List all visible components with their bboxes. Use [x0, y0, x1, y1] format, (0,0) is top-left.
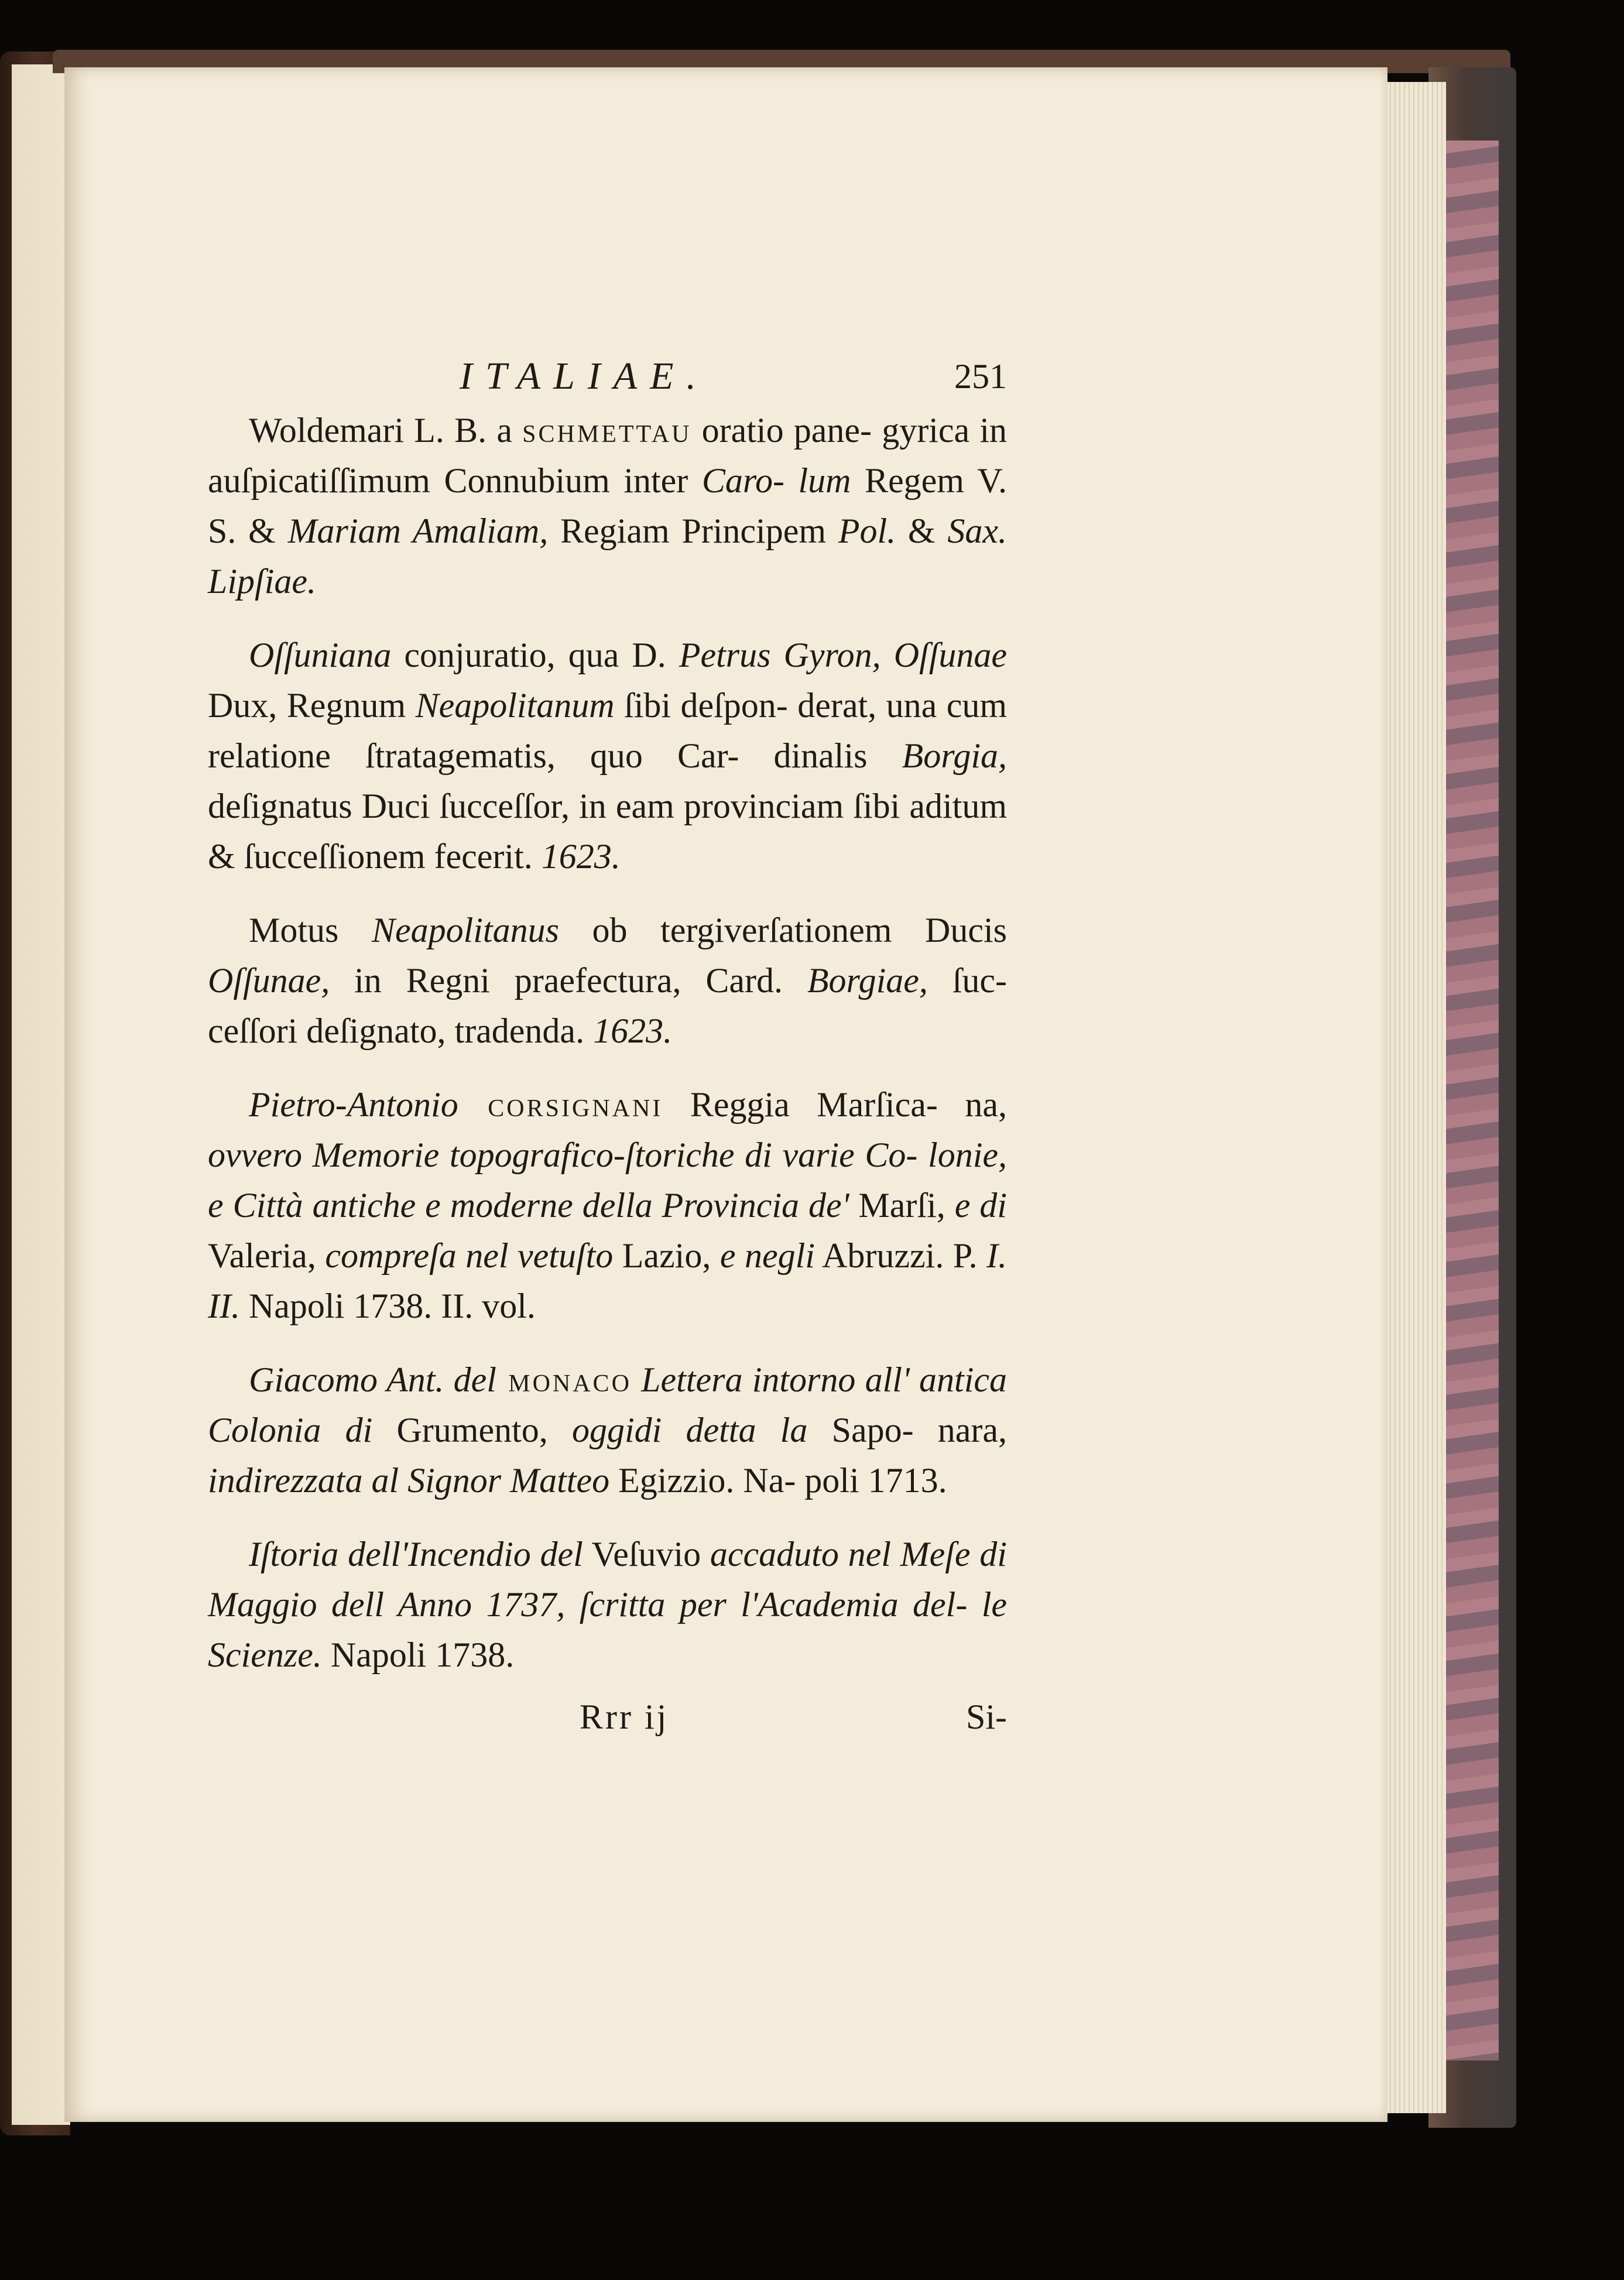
entry-text: Lazio,: [613, 1236, 720, 1275]
entry-text: Valeria,: [208, 1236, 326, 1275]
signature-mark: Rrr ij: [580, 1698, 669, 1736]
italic-text: Lettera intorno all' antica Colonia di: [208, 1360, 1008, 1449]
italic-text: Sax. Lipſiae.: [208, 512, 1007, 601]
entry-text: ob tergiverſationem Ducis: [559, 911, 1007, 949]
italic-text: 1623.: [541, 837, 621, 876]
entry-text: ſibi deſpon- derat, una cum relatione ſtratagematis, quo Car- dinalis: [208, 686, 1008, 775]
italic-text: Borgiae,: [807, 961, 928, 1000]
entry-text: Reggia Marſica- na,: [663, 1085, 1008, 1124]
italic-text: oggidi detta la: [571, 1411, 808, 1449]
catchword: Si-: [965, 1698, 1007, 1736]
bibliography-entries: [208, 405, 1007, 1680]
bibliography-entry: [208, 630, 1007, 882]
bibliography-entry: [208, 905, 1007, 1056]
entry-text: Napoli 1738. II. vol.: [239, 1287, 536, 1325]
entry-text: Regem V. S. &: [208, 461, 1008, 550]
entry-text: Sapo- nara,: [807, 1411, 1008, 1449]
italic-text: 1623.: [593, 1012, 673, 1050]
small-caps-name: monaco: [496, 1360, 632, 1399]
italic-text: e negli: [720, 1236, 815, 1275]
italic-text: Oſſunae,: [208, 961, 330, 1000]
marbled-page-edge: [1446, 140, 1499, 2060]
bibliography-entry: [208, 1079, 1007, 1331]
entry-text: Napoli 1738.: [321, 1636, 515, 1674]
small-caps-name: schmettau: [522, 411, 692, 450]
page-number: 251: [954, 357, 1007, 396]
entry-text: ſuc- ceſſori deſignato, tradenda.: [208, 961, 1008, 1050]
italic-text: Oſſuniana: [249, 636, 392, 674]
italic-text: Giacomo Ant. del: [249, 1360, 496, 1399]
italic-text: Borgia,: [902, 736, 1007, 775]
entry-text: Veſuvio: [583, 1535, 710, 1573]
left-page-edge: [12, 64, 70, 2125]
small-caps-name: corsignani: [458, 1085, 663, 1124]
entry-text: Marſi,: [849, 1186, 955, 1225]
entry-text: &: [896, 512, 948, 550]
entry-text: Dux, Regnum: [208, 686, 416, 725]
italic-text: Iſtoria dell'Incendio del: [249, 1535, 583, 1573]
running-head: [208, 351, 1007, 405]
italic-text: Pol.: [838, 512, 896, 550]
entry-text: deſignatus Duci ſucceſſor, in eam provinciam ſibi aditum & ſucceſſionem fecerit.: [208, 787, 1007, 876]
entry-text: Egizzio. Na- poli 1713.: [609, 1461, 947, 1500]
page-footer: [208, 1692, 1007, 1744]
italic-text: Pietro-Antonio: [249, 1085, 458, 1124]
running-title: ITALIAE.: [460, 355, 709, 397]
italic-text: Caro- lum: [701, 461, 851, 500]
entry-text: oratio pane- gyrica in auſpicatiſſimum Connubium inter: [208, 411, 1007, 500]
italic-text: Petrus Gyron, Oſſunae: [679, 636, 1007, 674]
italic-text: Neapolitanus: [371, 911, 559, 949]
italic-text: compreſa nel vetuſto: [325, 1236, 614, 1275]
italic-text: e di: [954, 1186, 1007, 1225]
entry-text: Motus: [249, 911, 372, 949]
bibliography-entry: [208, 1355, 1007, 1506]
bibliography-entry: [208, 405, 1007, 606]
page-text: [208, 351, 1007, 1744]
entry-text: Woldemari L. B. a: [249, 411, 523, 450]
italic-text: I. II.: [208, 1236, 1007, 1325]
italic-text: Neapolitanum: [415, 686, 615, 725]
entry-text: Grumento,: [372, 1411, 572, 1449]
italic-text: indirezzata al Signor Matteo: [208, 1461, 610, 1500]
entry-text: in Regni praefectura, Card.: [330, 961, 807, 1000]
entry-text: Regiam Principem: [548, 512, 838, 550]
page-block-edges: [1382, 82, 1446, 2113]
entry-text: conjuratio, qua D.: [391, 636, 679, 674]
italic-text: accaduto nel Meſe di Maggio dell Anno 1737, ſcritta per l'Academia del- le Scienze.: [208, 1535, 1007, 1674]
entry-text: Abruzzi. P.: [814, 1236, 986, 1275]
italic-text: Mariam Amaliam,: [287, 512, 549, 550]
bibliography-entry: [208, 1529, 1007, 1680]
italic-text: ovvero Memorie topografico-ſtoriche di varie Co- lonie, e Città antiche e moderne della Provincia de': [208, 1136, 1007, 1225]
